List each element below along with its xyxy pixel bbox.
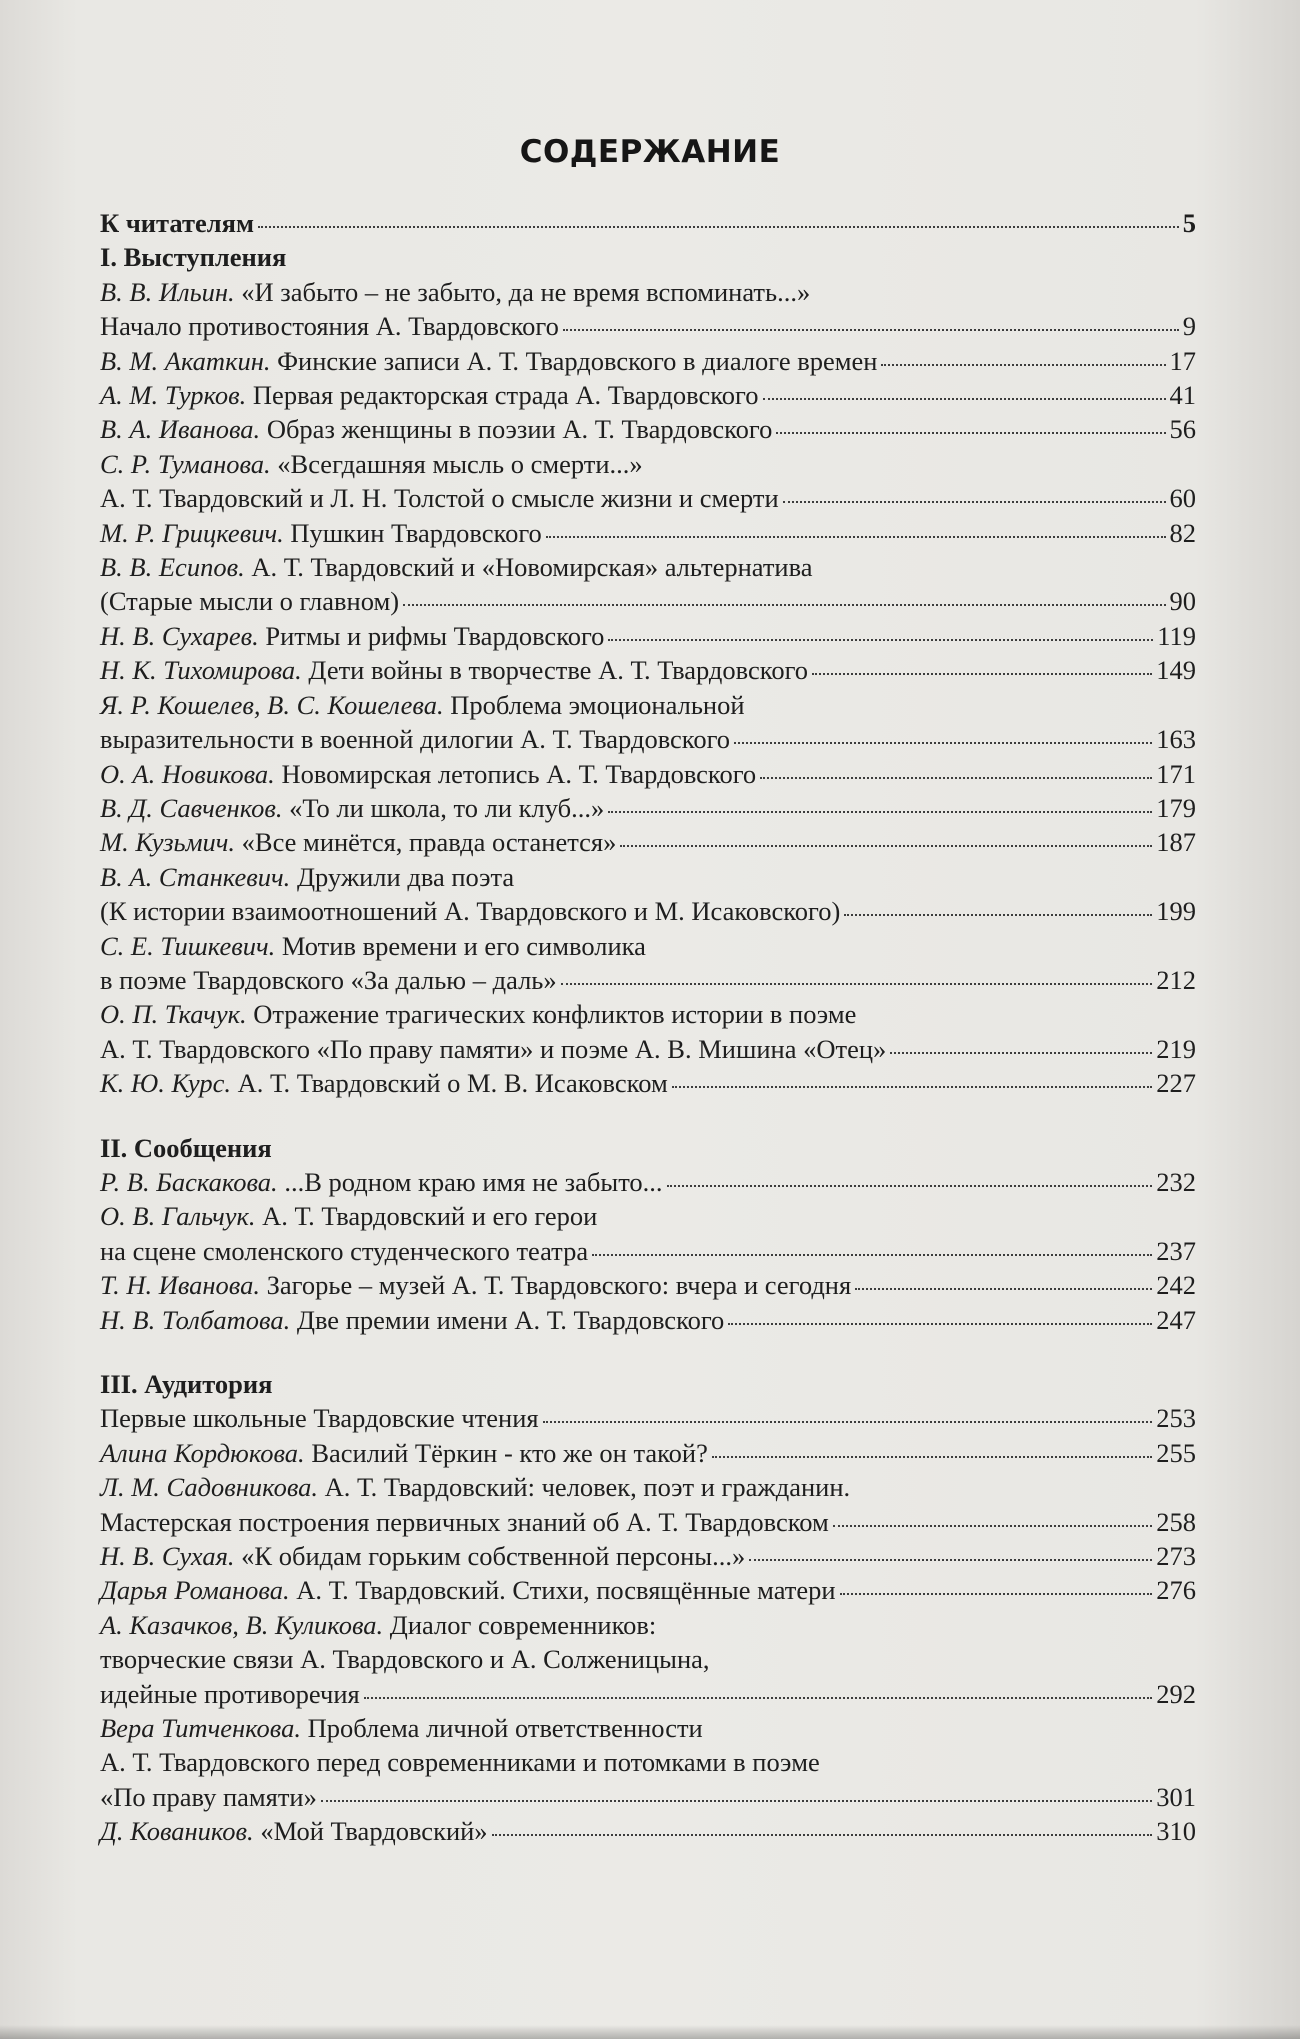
- toc-page-number: 82: [1169, 517, 1196, 548]
- toc-title: в поэме Твардовского «За далью – даль»: [100, 964, 557, 995]
- toc-entry-text: [100, 653, 808, 687]
- toc-author: Л. М. Садовникова.: [100, 1472, 319, 1503]
- leader-dots: [321, 1800, 1152, 1802]
- toc-entry-line: [100, 894, 1196, 928]
- toc-entry-text: [100, 1677, 360, 1711]
- section-heading: I. Выступления: [100, 242, 287, 273]
- toc-page-number: 41: [1169, 380, 1196, 411]
- toc-entry-line: [100, 1814, 1196, 1848]
- toc-entry-text: [100, 757, 756, 791]
- leader-dots: [543, 1421, 1153, 1423]
- toc-title: Первая редакторская страда А. Твардовского: [252, 380, 759, 411]
- toc-title: А. Т. Твардовский и «Новомирская» альтернатива: [251, 552, 813, 583]
- leader-dots: [844, 914, 1152, 916]
- toc-entry-line: [100, 722, 1196, 756]
- leader-dots: [672, 1086, 1153, 1088]
- toc-title: Загорье – музей А. Т. Твардовского: вчера и сегодня: [266, 1270, 852, 1301]
- leader-dots: [890, 1052, 1152, 1054]
- toc-page-number: 242: [1156, 1270, 1196, 1301]
- toc-author: Н. К. Тихомирова.: [100, 655, 302, 686]
- toc-entry-line: [100, 516, 1196, 550]
- toc-page-number: 163: [1156, 724, 1196, 755]
- toc-entry-line: [100, 1401, 1196, 1435]
- toc-title: А. Т. Твардовский: человек, поэт и гражданин.: [324, 1472, 851, 1503]
- toc-entry-text: [100, 1066, 668, 1100]
- toc-title: «То ли школа, то ли клуб...»: [289, 792, 605, 823]
- toc-author: Т. Н. Иванова.: [100, 1270, 261, 1301]
- leader-dots: [840, 1593, 1153, 1595]
- toc-sections: [100, 240, 1196, 1848]
- toc-author: Дарья Романова.: [100, 1575, 290, 1606]
- toc-entry-text: [100, 1573, 836, 1607]
- toc-page-number: 253: [1156, 1403, 1196, 1434]
- toc-entry-line: [100, 1303, 1196, 1337]
- toc-page-number: 219: [1156, 1033, 1196, 1064]
- toc-title: «И забыто – не забыто, да не время вспоминать...»: [241, 276, 811, 307]
- toc-entry-text: [100, 862, 514, 892]
- toc-entry: [100, 378, 1196, 412]
- toc-entry: [100, 1436, 1196, 1470]
- toc-page-number: 56: [1169, 414, 1196, 445]
- toc-entry-line: [100, 1436, 1196, 1470]
- toc-entry-text: [100, 894, 840, 928]
- toc-title: Финские записи А. Т. Твардовского в диалоге времен: [277, 345, 878, 376]
- toc-author: О. П. Ткачук.: [100, 999, 247, 1030]
- toc-entry-reader: [100, 206, 1196, 240]
- leader-dots: [608, 639, 1153, 641]
- toc-entry-line: [100, 757, 1196, 791]
- leader-dots: [812, 673, 1152, 675]
- toc-entry-text: [100, 584, 399, 618]
- toc-page-number: 212: [1156, 964, 1196, 995]
- toc-entry-line: [100, 1199, 1196, 1233]
- toc-author: В. Д. Савченков.: [100, 792, 283, 823]
- toc-entry-line: [100, 1608, 1196, 1642]
- toc-entry-line: [100, 929, 1196, 963]
- toc-entry-text: [100, 722, 730, 756]
- toc-title: Образ женщины в поэзии А. Т. Твардовского: [266, 414, 773, 445]
- toc-author: Я. Р. Кошелев, В. С. Кошелева.: [100, 689, 444, 720]
- toc-title: (Старые мысли о главном): [100, 586, 400, 617]
- toc-page-number: 310: [1156, 1816, 1196, 1847]
- toc-title: ...В родном краю имя не забыто...: [284, 1166, 663, 1197]
- toc-entry-text: [100, 1268, 851, 1302]
- toc-page-number: 17: [1169, 345, 1196, 376]
- toc-entry-line: [100, 584, 1196, 618]
- toc-entry: [100, 860, 1196, 929]
- toc-title: Ритмы и рифмы Твардовского: [265, 620, 605, 651]
- toc-title: творческие связи А. Твардовского и А. Солженицына,: [100, 1644, 710, 1675]
- toc-entry-text: [100, 1436, 708, 1470]
- section-spacer: [100, 1101, 1196, 1131]
- toc-title: «Все минётся, правда останется»: [241, 827, 617, 858]
- toc-page-number: 149: [1156, 655, 1196, 686]
- toc-entry: [100, 791, 1196, 825]
- toc-entry-text: [100, 825, 616, 859]
- toc-title: А. Т. Твардовский и Л. Н. Толстой о смысле жизни и смерти: [100, 483, 779, 514]
- leader-dots: [561, 983, 1153, 985]
- toc-entry-line: [100, 550, 1196, 584]
- toc-entry-text: [100, 1747, 820, 1777]
- toc-entry-line: [100, 1711, 1196, 1745]
- toc-entry-text: [100, 791, 604, 825]
- toc-entry-text: [100, 378, 759, 412]
- toc-author: Д. Коваников.: [100, 1816, 254, 1847]
- toc-entry-text: [100, 516, 542, 550]
- toc-entry-line: [100, 860, 1196, 894]
- toc-entry-text: [100, 1032, 886, 1066]
- toc-entry-line: [100, 1165, 1196, 1199]
- toc-title: Проблема эмоциональной: [450, 689, 745, 720]
- toc-title: «К обидам горьким собственной персоны...»: [241, 1541, 746, 1572]
- leader-dots: [763, 398, 1166, 400]
- toc-entry-line: [100, 688, 1196, 722]
- toc-entry-text: [100, 690, 745, 720]
- toc-entry: [100, 1066, 1196, 1100]
- leader-dots: [403, 604, 1165, 606]
- toc-author: М. Кузьмич.: [100, 827, 236, 858]
- toc-title: Василий Тёркин - кто же он такой?: [311, 1437, 708, 1468]
- toc-title: выразительности в военной дилогии А. Т. Твардовского: [100, 724, 731, 755]
- toc-title: идейные противоречия: [100, 1678, 360, 1709]
- toc-entry-line: [100, 1032, 1196, 1066]
- toc-entry-line: [100, 344, 1196, 378]
- leader-dots: [667, 1185, 1153, 1187]
- toc-entry-text: [100, 619, 604, 653]
- toc-author: Алина Кордюкова.: [100, 1437, 305, 1468]
- toc-entry-line: [100, 825, 1196, 859]
- toc-entry-line: [100, 1234, 1196, 1268]
- toc-entry-text: [100, 963, 557, 997]
- toc-entry-line: [100, 963, 1196, 997]
- toc-page-number: 292: [1156, 1678, 1196, 1709]
- toc-page-number: 247: [1156, 1304, 1196, 1335]
- toc-title: А. Т. Твардовский о М. В. Исаковском: [237, 1068, 668, 1099]
- toc-entry-text: [100, 1644, 710, 1674]
- toc-entry-text: [100, 1234, 588, 1268]
- toc-title: «Мой Твардовский»: [260, 1816, 488, 1847]
- toc-entry-line: [100, 653, 1196, 687]
- toc-title: Диалог современников:: [389, 1609, 657, 1640]
- toc-title: Новомирская летопись А. Т. Твардовского: [281, 758, 757, 789]
- toc-author: В. В. Есипов.: [100, 552, 245, 583]
- toc-entry: [100, 1401, 1196, 1435]
- toc-title: Первые школьные Твардовские чтения: [100, 1403, 539, 1434]
- leader-dots: [833, 1525, 1152, 1527]
- leader-dots: [258, 226, 1179, 228]
- toc-entry-line: [100, 997, 1196, 1031]
- toc-entry: [100, 412, 1196, 446]
- toc-entry-line: [100, 1505, 1196, 1539]
- toc-title: Начало противостояния А. Твардовского: [100, 311, 559, 342]
- toc-entry: [100, 1711, 1196, 1814]
- toc-entry: [100, 1573, 1196, 1607]
- toc-entry-line: [100, 1780, 1196, 1814]
- toc-entry-text: [100, 1814, 488, 1848]
- toc-page-number: 60: [1169, 483, 1196, 514]
- toc-entry: [100, 516, 1196, 550]
- toc-entry-text: [100, 1610, 656, 1640]
- leader-dots: [881, 364, 1165, 366]
- toc-author: В. В. Ильин.: [100, 276, 235, 307]
- toc-page-number: 255: [1156, 1437, 1196, 1468]
- toc-entry-line: [100, 1573, 1196, 1607]
- leader-dots: [734, 742, 1152, 744]
- toc-entry-text: [100, 1165, 663, 1199]
- toc-entry: [100, 550, 1196, 619]
- toc-page-number: 5: [1182, 208, 1196, 238]
- toc-title: Отражение трагических конфликтов истории в поэме: [253, 999, 857, 1030]
- section-spacer: [100, 1337, 1196, 1367]
- toc-entry-text: [100, 1780, 317, 1814]
- toc-entry: [100, 1539, 1196, 1573]
- toc-title: Дружили два поэта: [296, 861, 515, 892]
- toc-title: «По праву памяти»: [100, 1781, 317, 1812]
- toc-entry-text: [100, 1505, 829, 1539]
- toc-page-number: 171: [1156, 758, 1196, 789]
- leader-dots: [776, 432, 1165, 434]
- toc-entry-text: [100, 1401, 539, 1435]
- toc-author: В. А. Станкевич.: [100, 861, 291, 892]
- toc-author: А. Казачков, В. Куликова.: [100, 1609, 384, 1640]
- toc-title: Мотив времени и его символика: [281, 930, 646, 961]
- toc-entry-line: [100, 1470, 1196, 1504]
- toc-title: Две премии имени А. Т. Твардовского: [296, 1304, 725, 1335]
- toc-entry: [100, 1199, 1196, 1268]
- toc-entry-line: [100, 1745, 1196, 1779]
- toc-author: К. Ю. Курс.: [100, 1068, 231, 1099]
- toc-entry: [100, 1268, 1196, 1302]
- toc-entry-line: [100, 619, 1196, 653]
- toc-page-number: 179: [1156, 792, 1196, 823]
- toc-title: Дети войны в творчестве А. Т. Твардовского: [308, 655, 809, 686]
- toc-title: А. Т. Твардовского перед современниками и потомками в поэме: [100, 1747, 820, 1778]
- toc-entry-text: [100, 449, 643, 479]
- toc-entry: [100, 1608, 1196, 1711]
- toc-entry-text: [100, 1713, 703, 1743]
- section-heading: II. Сообщения: [100, 1132, 272, 1163]
- toc-author: В. М. Акаткин.: [100, 345, 271, 376]
- toc-title: (К истории взаимоотношений А. Твардовского и М. Исаковского): [100, 896, 841, 927]
- toc-entry: [100, 1303, 1196, 1337]
- toc-entry-line: [100, 275, 1196, 309]
- toc-entry-text: [100, 1303, 724, 1337]
- toc-entry-text: [100, 481, 779, 515]
- toc-page-number: 276: [1156, 1575, 1196, 1606]
- toc-author: С. Е. Тишкевич.: [100, 930, 276, 961]
- toc-entry: [100, 757, 1196, 791]
- toc-title: Пушкин Твардовского: [290, 517, 542, 548]
- toc-entry-line: [100, 791, 1196, 825]
- toc-page-number: 237: [1156, 1235, 1196, 1266]
- toc-entry-text: [100, 412, 772, 446]
- toc-entry-line: [100, 1642, 1196, 1676]
- toc-page-number: 258: [1156, 1506, 1196, 1537]
- toc-entry-text: [100, 1201, 597, 1231]
- toc-entry: [100, 344, 1196, 378]
- toc-page-number: 119: [1157, 620, 1196, 651]
- toc-author: Вера Титченкова.: [100, 1713, 301, 1744]
- toc-entry: [100, 997, 1196, 1066]
- toc-page-number: 301: [1156, 1781, 1196, 1812]
- toc-entry-text: [100, 1472, 850, 1502]
- toc-entry: [100, 1165, 1196, 1199]
- toc-section: [100, 240, 1196, 1100]
- toc-entry-text: [100, 1539, 745, 1573]
- toc-entry-title: К читателям: [100, 208, 254, 238]
- leader-dots: [546, 536, 1166, 538]
- leader-dots: [783, 501, 1166, 503]
- toc-entry-text: [100, 999, 856, 1029]
- toc-entry-line: [100, 378, 1196, 412]
- toc-title: Мастерская построения первичных знаний об А. Т. Твардовском: [100, 1506, 829, 1537]
- page-title: СОДЕРЖАНИЕ: [519, 134, 781, 170]
- leader-dots: [760, 777, 1152, 779]
- section-heading: III. Аудитория: [100, 1369, 273, 1399]
- toc-title: на сцене смоленского студенческого театра: [100, 1235, 589, 1266]
- toc-author: Н. В. Сухарев.: [100, 620, 259, 651]
- toc-entry: [100, 653, 1196, 687]
- toc-section: [100, 1131, 1196, 1337]
- toc-section: [100, 1367, 1196, 1849]
- toc-entry: [100, 1814, 1196, 1848]
- toc-title: «Всегдашняя мысль о смерти...»: [277, 448, 643, 479]
- toc-entry-text: [100, 552, 813, 582]
- toc-page-number: 90: [1169, 586, 1196, 617]
- leader-dots: [592, 1254, 1152, 1256]
- toc-author: М. Р. Грицкевич.: [100, 517, 284, 548]
- toc-author: Н. В. Сухая.: [100, 1541, 235, 1572]
- leader-dots: [712, 1456, 1152, 1458]
- toc-entry-text: [100, 277, 810, 307]
- toc-page-number: 199: [1156, 896, 1196, 927]
- toc-entry-line: [100, 1539, 1196, 1573]
- toc-title: А. Т. Твардовского «По праву памяти» и поэме А. В. Мишина «Отец»: [100, 1033, 887, 1064]
- toc-author: Н. В. Толбатова.: [100, 1304, 291, 1335]
- toc-entry-line: [100, 481, 1196, 515]
- leader-dots: [492, 1834, 1153, 1836]
- leader-dots: [728, 1323, 1152, 1325]
- leader-dots: [620, 845, 1152, 847]
- toc-entry: [100, 619, 1196, 653]
- toc-page-number: 273: [1156, 1541, 1196, 1572]
- toc-entry-line: [100, 1677, 1196, 1711]
- toc-entry: [100, 688, 1196, 757]
- page-edge-shadow: [0, 2025, 1300, 2039]
- toc-entry-line: [100, 412, 1196, 446]
- leader-dots: [749, 1559, 1152, 1561]
- toc-author: Р. В. Баскакова.: [100, 1166, 278, 1197]
- leader-dots: [364, 1697, 1153, 1699]
- toc-entry-line: [100, 309, 1196, 343]
- leader-dots: [855, 1288, 1152, 1290]
- toc-entry-line: [100, 447, 1196, 481]
- toc-entry: [100, 1470, 1196, 1539]
- toc-entry: [100, 275, 1196, 344]
- toc-title: Проблема личной ответственности: [307, 1713, 703, 1744]
- toc-author: О. В. Гальчук.: [100, 1201, 256, 1232]
- toc-page-number: 9: [1182, 311, 1196, 342]
- toc-page-number: 232: [1156, 1166, 1196, 1197]
- leader-dots: [608, 811, 1152, 813]
- toc-entry-text: [100, 931, 646, 961]
- toc-entry: [100, 929, 1196, 998]
- toc-page-number: 227: [1156, 1068, 1196, 1099]
- toc-author: В. А. Иванова.: [100, 414, 261, 445]
- toc-entry: [100, 825, 1196, 859]
- toc-title: А. Т. Твардовский и его герои: [262, 1201, 598, 1232]
- toc-title: А. Т. Твардовский. Стихи, посвящённые матери: [296, 1575, 836, 1606]
- leader-dots: [563, 329, 1179, 331]
- toc-entry-line: [100, 1268, 1196, 1302]
- toc-author: С. Р. Туманова.: [100, 448, 271, 479]
- table-of-contents: [100, 206, 1196, 1849]
- toc-author: О. А. Новикова.: [100, 758, 275, 789]
- toc-entry: [100, 447, 1196, 516]
- toc-author: А. М. Турков.: [100, 380, 247, 411]
- toc-entry-text: [100, 309, 559, 343]
- toc-page-number: 187: [1156, 827, 1196, 858]
- toc-entry-line: [100, 1066, 1196, 1100]
- toc-entry-text: [100, 344, 877, 378]
